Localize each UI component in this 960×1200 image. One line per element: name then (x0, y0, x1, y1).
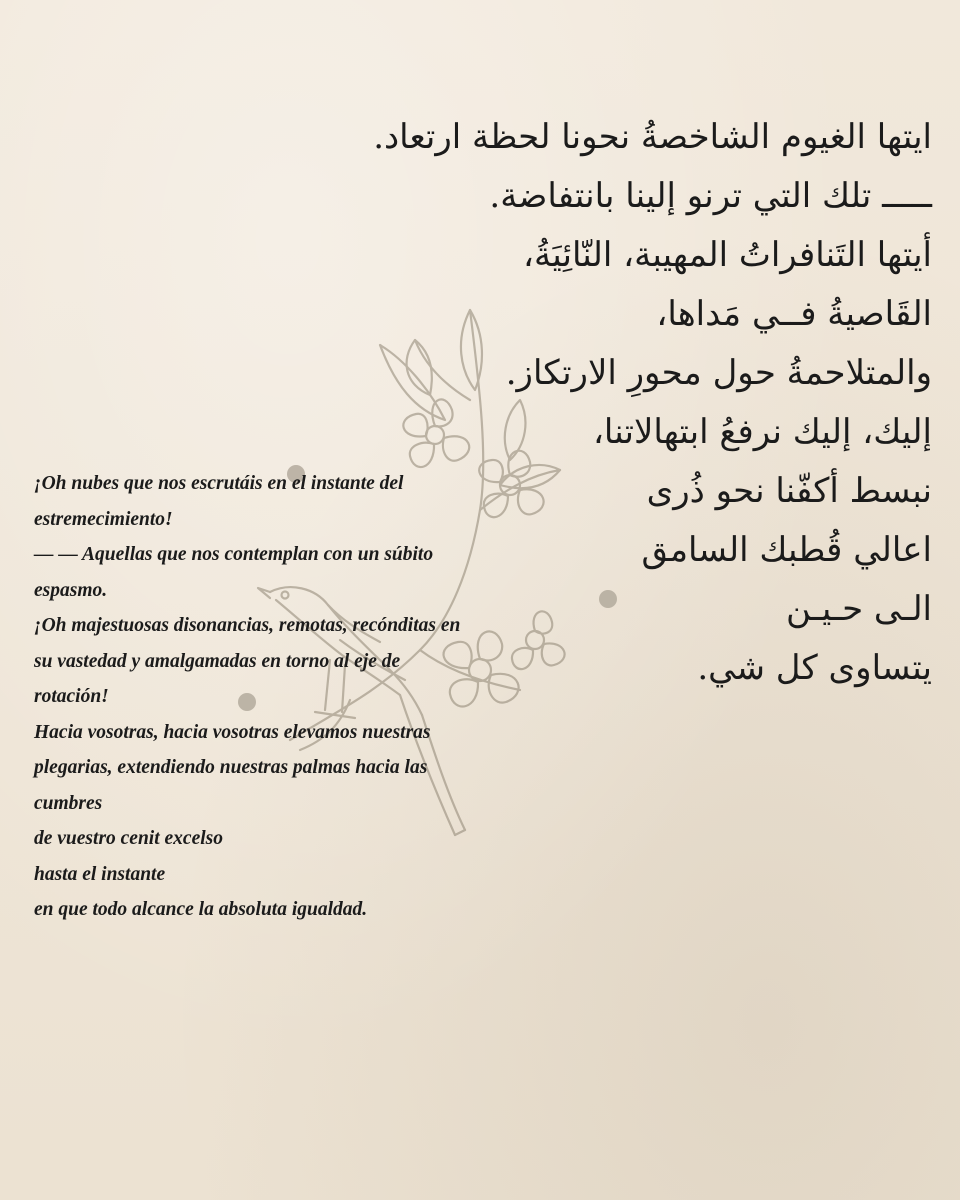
arabic-line: الـى حـيـن (786, 589, 932, 629)
spanish-line: Hacia vosotras, hacia vosotras elevamos nuestras (34, 721, 431, 743)
arabic-line: والمتلاحمةُ حول محورِ الارتكاز. (505, 353, 932, 393)
spanish-line: plegarias, extendiendo nuestras palmas hacia las (34, 757, 428, 778)
spanish-line: su vastedad y amalgamadas en torno al eje de (34, 650, 401, 672)
spanish-line: de vuestro cenit excelso (34, 828, 223, 849)
arabic-line: ايتها الغيوم الشاخصةُ نحونا لحظة ارتعاد. (373, 117, 932, 157)
spanish-line: rotación! (34, 686, 109, 707)
spanish-line: cumbres (34, 792, 103, 814)
spanish-line: ¡Oh majestuosas disonancias, remotas, recónditas en (34, 615, 461, 636)
arabic-line: اعالي قُطبك السامق (641, 530, 932, 570)
spanish-line: — — Aquellas que nos contemplan con un súbito (34, 544, 434, 565)
arabic-line: إليك، إليك نرفعُ ابتهالاتنا، (592, 412, 932, 452)
arabic-line: يتساوى كل شي. (697, 648, 932, 688)
spanish-line: hasta el instante (34, 863, 166, 885)
spanish-line: estremecimiento! (34, 508, 173, 530)
spanish-line: ¡Oh nubes que nos escrutáis en el instante del (34, 473, 404, 494)
arabic-line: ـــــ تلك التي ترنو إلينا بانتفاضة. (489, 176, 932, 216)
spanish-translation (34, 466, 594, 928)
spanish-line: espasmo. (34, 579, 108, 601)
spanish-line: en que todo alcance la absoluta igualdad. (34, 899, 368, 920)
arabic-line: نبسط أكفّنا نحو ذُرى (646, 471, 932, 511)
arabic-line: أيتها التَنافراتُ المهيبة، النّائِيَةُ، (523, 235, 932, 275)
arabic-line: القَاصيةُ فــي مَداها، (656, 294, 932, 334)
